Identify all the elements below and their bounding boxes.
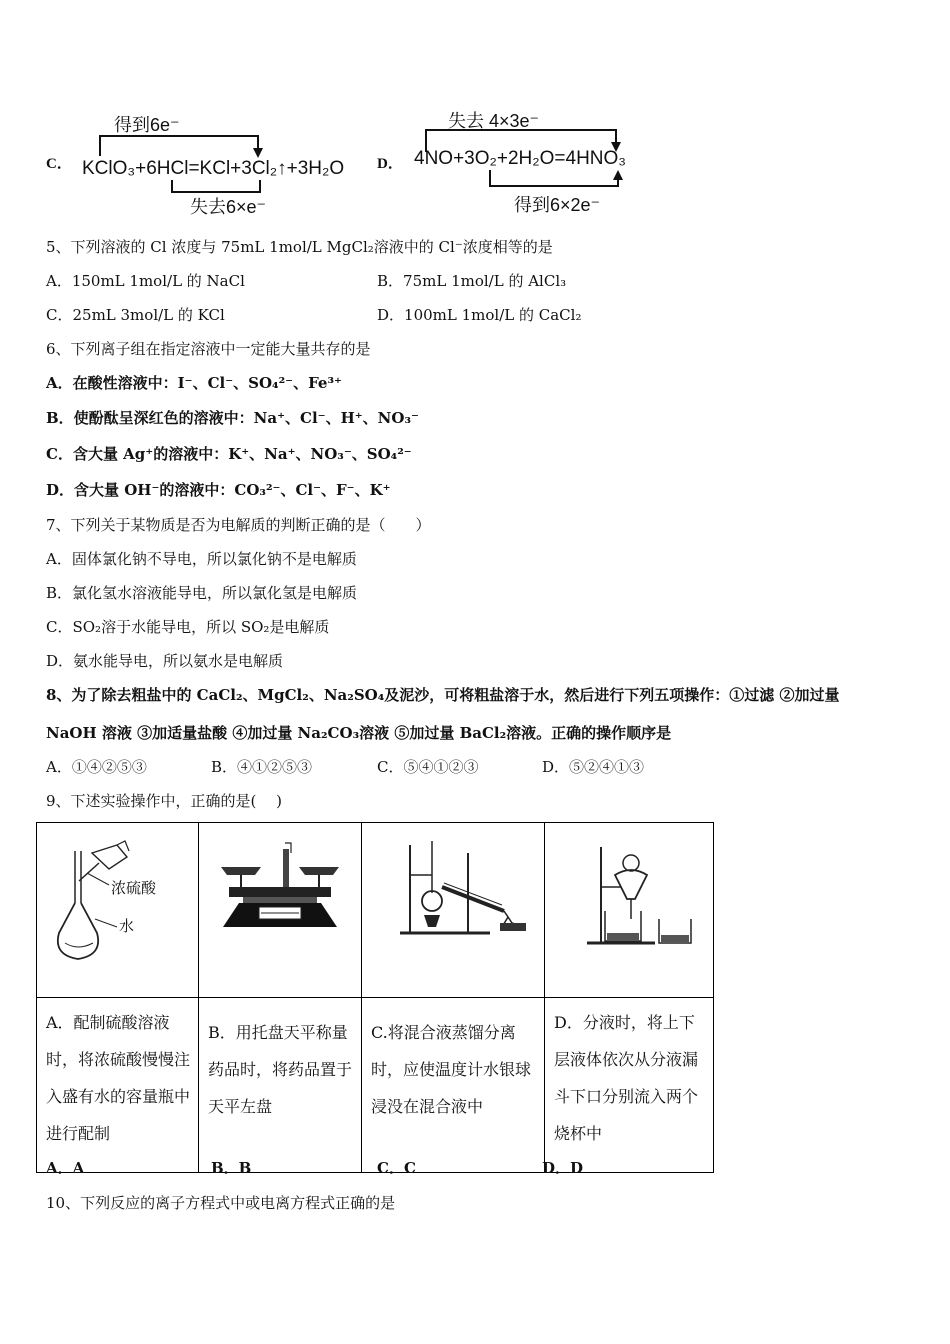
q8-stem-line1: 8、为了除去粗盐中的 CaCl₂、MgCl₂、Na₂SO₄及泥沙，可将粗盐溶于水，然后进行下列五项操作：①过滤 ②加过量 [46, 686, 840, 704]
q6-option-b: B．使酚酞呈深红色的溶液中：Na⁺、Cl⁻、H⁺、NO₃⁻ [46, 409, 419, 427]
q4-c-electron-gain: 得到6e⁻ [114, 115, 180, 135]
q5-stem: 5、下列溶液的 Cl 浓度与 75mL 1mol/L MgCl₂溶液中的 Cl⁻浓度相等的是 [46, 238, 553, 256]
q9-cell-b: B．用托盘天平称量药品时，将药品置于天平左盘 [199, 998, 362, 1173]
q9-label-water: 水 [119, 918, 135, 935]
distillation-apparatus-icon [362, 823, 544, 993]
q4-d-electron-gain: 得到6×2e⁻ [514, 195, 601, 215]
q6-option-c: C．含大量 Ag⁺的溶液中：K⁺、Na⁺、NO₃⁻、SO₄²⁻ [46, 445, 412, 463]
q6-stem: 6、下列离子组在指定溶液中一定能大量共存的是 [46, 340, 371, 358]
q5-option-a: A．150mL 1mol/L 的 NaCl [46, 272, 245, 290]
q9-option-d: D．D [542, 1159, 584, 1177]
q9-image-b [199, 823, 362, 998]
q9-cell-d: D．分液时，将上下层液体依次从分液漏斗下口分别流入两个烧杯中 [545, 998, 714, 1173]
q7-option-d: D．氨水能导电，所以氨水是电解质 [46, 652, 284, 670]
q8-option-c: C．⑤④①②③ [377, 758, 479, 776]
q9-image-row [37, 823, 714, 998]
q4-c-electron-loss: 失去6×e⁻ [190, 197, 267, 217]
q6-option-d: D．含大量 OH⁻的溶液中：CO₃²⁻、Cl⁻、F⁻、K⁺ [46, 481, 391, 499]
q9-option-a: A．A [46, 1159, 85, 1177]
q8-option-a: A．①④②⑤③ [46, 758, 147, 776]
q8-stem-line2: NaOH 溶液 ③加适量盐酸 ④加过量 Na₂CO₃溶液 ⑤加过量 BaCl₂溶液。正确的操作顺序是 [46, 724, 672, 742]
separatory-funnel-icon [545, 823, 713, 993]
q9-stem: 9、下述实验操作中，正确的是( ) [46, 792, 283, 810]
q9-option-c: C．C [377, 1159, 416, 1177]
q4-option-d-label: D． [377, 156, 403, 172]
q7-option-c: C．SO₂溶于水能导电，所以 SO₂是电解质 [46, 618, 330, 636]
q5-option-c: C．25mL 3mol/L 的 KCl [46, 306, 225, 324]
q9-cell-c: C.将混合液蒸馏分离时，应使温度计水银球浸没在混合液中 [362, 998, 545, 1173]
q9-cell-a: A．配制硫酸溶液时，将浓硫酸慢慢注入盛有水的容量瓶中进行配制 [37, 998, 199, 1173]
q9-label-acid: 浓硫酸 [111, 880, 157, 897]
volumetric-flask-icon [37, 823, 198, 993]
q8-option-b: B．④①②⑤③ [211, 758, 313, 776]
q9-image-a [37, 823, 199, 998]
q7-option-a: A．固体氯化钠不导电，所以氯化钠不是电解质 [46, 550, 357, 568]
q4-d-electron-loss: 失去 4×3e⁻ [448, 111, 540, 131]
q4-d-equation: 4NO+3O₂+2H₂O=4HNO₃ [414, 148, 627, 169]
q5-option-b: B．75mL 1mol/L 的 AlCl₃ [377, 272, 567, 290]
q9-image-d [545, 823, 714, 998]
q5-option-d: D．100mL 1mol/L 的 CaCl₂ [377, 306, 582, 324]
q9-image-c [362, 823, 545, 998]
q4-c-top-bracket [96, 128, 276, 158]
q4-c-equation: KClO₃+6HCl=KCl+3Cl₂↑+3H₂O [82, 158, 345, 179]
q9-text-row [37, 998, 714, 1173]
q10-stem: 10、下列反应的离子方程式中或电离方程式正确的是 [46, 1194, 396, 1212]
q7-stem: 7、下列关于某物质是否为电解质的判断正确的是（ ） [46, 516, 431, 534]
balance-scale-icon [199, 823, 361, 993]
q9-experiment-table [36, 822, 714, 1173]
q9-option-b: B．B [211, 1159, 252, 1177]
q7-option-b: B．氯化氢水溶液能导电，所以氯化氢是电解质 [46, 584, 358, 602]
q8-option-d: D．⑤②④①③ [542, 758, 645, 776]
q6-option-a: A．在酸性溶液中：I⁻、Cl⁻、SO₄²⁻、Fe³⁺ [46, 374, 342, 392]
q4-option-c-label: C． [46, 156, 72, 172]
